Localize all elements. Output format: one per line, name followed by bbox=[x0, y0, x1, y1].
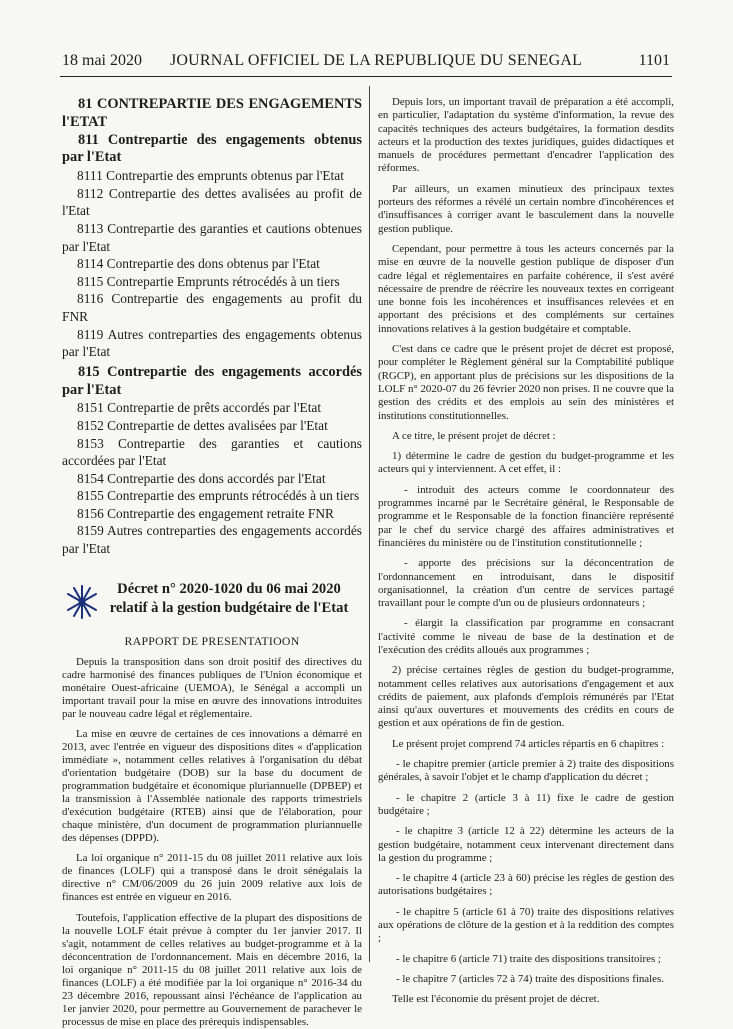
paragraph: Telle est l'économie du présent projet de décret. bbox=[392, 993, 600, 1006]
list-item: - introduit des acteurs comme le coordonnateur des programmes incarné par le Secrétaire général, le Responsable de programme et le Responsable de la fonction financière représenté par le chef du service chargé des affaires administratives et financières du ministère ou de l'institution constitutionnelle ; bbox=[378, 483, 674, 549]
decree-title bbox=[102, 580, 356, 618]
list-item: 8115 Contrepartie Emprunts rétrocédés à un tiers bbox=[77, 273, 340, 289]
paragraph: 1) détermine le cadre de gestion du budget-programme et les acteurs qui y interviennent. A cet effet, il : bbox=[378, 450, 674, 476]
decree-heading bbox=[62, 580, 362, 622]
heading-811: 811 Contrepartie des engagements obtenus par l'Etat bbox=[62, 131, 362, 166]
list-item: - le chapitre 3 (article 12 à 22) détermine les acteurs de la gestion budgétaire, notamment ceux intervenant directement dans la gestion du programme ; bbox=[378, 825, 674, 864]
list-item: 8116 Contrepartie des engagements au profit du FNR bbox=[62, 291, 362, 324]
paragraph: Par ailleurs, un examen minutieux des principaux textes porteurs des réformes a révélé un certain nombre d'incohérences et d'insuffisances à corriger avant le basculement dans la nouvelle gestion publique. bbox=[378, 182, 674, 235]
list-item: - élargit la classification par programme en consacrant l'activité comme le niveau de base de la destination et de l'exécution des crédits alloués aux programmes ; bbox=[378, 617, 674, 656]
list-item: - le chapitre 2 (article 3 à 11) fixe le cadre de gestion budgétaire ; bbox=[378, 791, 674, 817]
list-item: - le chapitre 4 (article 23 à 60) précise les règles de gestion des autorisations budgétaires ; bbox=[378, 872, 674, 898]
header-title: JOURNAL OFFICIEL DE LA REPUBLIQUE DU SENEGAL bbox=[170, 52, 583, 69]
left-column bbox=[62, 96, 362, 1029]
paragraph: Depuis lors, un important travail de préparation a été accompli, en particulier, l'adaptation du système d'information, la revue des capacités techniques des acteurs budgétaires, la formation desdits acteurs et la production des textes juridiques, guides didactiques et manuels de procédures permettant d'encadrer l'application des réformes. bbox=[378, 96, 674, 175]
list-item: 8153 Contrepartie des garanties et cautions accordées par l'Etat bbox=[62, 435, 362, 469]
paragraph: Toutefois, l'application effective de la plupart des dispositions de la nouvelle LOLF était prévue à compter du 1er janvier 2017. Il s'agit, notamment de celles relatives au budget-programme et à la déconcentration de l'ordonnancement. Mais en décembre 2016, la loi organique n° 2011-15 du 08 juillet 2011 relative aux lois de finances (LOLF) a été modifiée par la loi organique n° 2016-34 du 23 décembre 2016, repoussant ainsi l'échéance de l'application au 1er janvier 2020, pour permettre au Gouvernement de parachever le processus de mise en place des prérequis indispensables. bbox=[62, 911, 362, 1028]
paragraph: La mise en œuvre de certaines de ces innovations a démarré en 2013, avec l'entrée en vigueur des dispositions dites « d'application immédiate », notamment celles relatives à l'organisation du débat d'orientation budgétaire (DOB) sur la base du document de programmation budgétaire et économique pluriannuelle (DPBEP) et la transmission à l'Assemblée nationale des rapports trimestriels d'exécution budgétaire (RTEB) ainsi que de l'élaboration, pour chaque ministère, d'un document de programmation pluriannuelle des dépenses (DPPD). bbox=[62, 727, 362, 845]
list-item: 8154 Contrepartie des dons accordés par l'Etat bbox=[77, 470, 326, 486]
list-item: - le chapitre 6 (article 71) traite des dispositions transitoires ; bbox=[396, 952, 661, 965]
decree-title-line2: relatif à la gestion budgétaire de l'Etat bbox=[109, 599, 349, 616]
list-item: 8113 Contrepartie des garanties et cautions obtenues par l'Etat bbox=[62, 220, 362, 254]
paragraph: A ce titre, le présent projet de décret : bbox=[392, 429, 556, 442]
list-item: - apporte des précisions sur la déconcentration de l'ordonnancement en introduisant, dans le dispositif organisationnel, la création d'un centre de services partagé travaillant pour le compte d'un ou de plusieurs ordonnateurs ; bbox=[378, 557, 674, 610]
list-item: 8151 Contrepartie de prêts accordés par l'Etat bbox=[77, 400, 322, 416]
header-rule bbox=[60, 76, 672, 77]
list-item: 8155 Contrepartie des emprunts rétrocédés à un tiers bbox=[77, 488, 360, 504]
header-page-number: 1101 bbox=[638, 52, 670, 69]
paragraph: 2) précise certaines règles de gestion du budget-programme, notamment celles relatives aux autorisations d'engagement et aux crédits de paiement, aux plafonds d'emplois rémunérés par l'Etat ainsi qu'aux ouvertures et mouvements des crédits en cours de gestion et aux opérations de fin de gestion. bbox=[378, 664, 674, 730]
list-item: 8112 Contrepartie des dettes avalisées au profit de l'Etat bbox=[62, 185, 362, 219]
list-item: 8159 Autres contreparties des engagements accordés par l'Etat bbox=[62, 523, 362, 557]
header-date: 18 mai 2020 bbox=[62, 52, 142, 69]
heading-815: 815 Contrepartie des engagements accordés par l'Etat bbox=[62, 363, 362, 398]
paragraph: La loi organique n° 2011-15 du 08 juillet 2011 relative aux lois de finances (LOLF) qui a transposé dans le droit sénégalais la directive n° CM/06/2009 du 26 juin 2009 relative aux lois de finances est entrée en vigueur en 2016. bbox=[62, 852, 362, 904]
list-item: - le chapitre 5 (article 61 à 70) traite des dispositions relatives aux opérations de clôture de la gestion et à la reddition des comptes ; bbox=[378, 905, 674, 945]
right-column bbox=[378, 96, 674, 1014]
list-item: 8111 Contrepartie des emprunts obtenus par l'Etat bbox=[77, 168, 344, 184]
heading-81: 81 CONTREPARTIE DES ENGAGEMENTS l'ETAT bbox=[62, 96, 362, 130]
list-item: 8114 Contrepartie des dons obtenus par l'Etat bbox=[77, 256, 320, 272]
list-item: 8152 Contrepartie de dettes avalisées par l'Etat bbox=[77, 417, 328, 433]
paragraph: Cependant, pour permettre à tous les acteurs concernés par la mise en œuvre de la nouvelle gestion publique de disposer d'un cadre légal et réglementaires en parfaite cohérence, il s'est avéré nécessaire de prendre de réécrire les nouveaux textes en corrigeant une bonne fois les incohérences et insuffisances relevées et en apportant des précisions et des compléments sur certaines innovations relatives à la gestion budgétaire et comptable. bbox=[378, 242, 674, 335]
decree-title-line1: Décret n° 2020-1020 du 06 mai 2020 bbox=[117, 580, 341, 597]
list-item: - le chapitre 7 (articles 72 à 74) traite des dispositions finales. bbox=[396, 972, 664, 985]
list-item: - le chapitre premier (article premier à 2) traite des dispositions générales, à savoir l'objet et le champ d'application du décret ; bbox=[378, 758, 674, 784]
list-item: 8156 Contrepartie des engagement retraite FNR bbox=[77, 505, 334, 521]
rapport-title: RAPPORT DE PRESENTATIOON bbox=[124, 633, 300, 648]
page-header bbox=[62, 52, 670, 76]
column-divider bbox=[369, 86, 370, 962]
paragraph: Depuis la transposition dans son droit positif des directives du cadre harmonisé des finances publiques de l'Union économique et monétaire Ouest-africaine (UEMOA), le Sénégal a accompli un important travail pour la mise en œuvre des innovations introduites par le nouveau cadre légal et réglementaire. bbox=[62, 655, 362, 720]
paragraph: C'est dans ce cadre que le présent projet de décret est proposé, pour compléter le Règlement général sur la Comptabilité publique (RGCP), en apportant plus de précisions sur les dispositions de la LOLF n° 2020-07 du 26 février 2020 non prises. Il ne couvre que la gestion des crédits et des emplois au sein des ministères et institutions constitutionnelles. bbox=[378, 343, 674, 422]
paragraph: Le présent projet comprend 74 articles répartis en 6 chapitres : bbox=[392, 737, 665, 750]
list-item: 8119 Autres contreparties des engagements obtenus par l'Etat bbox=[62, 326, 362, 360]
star-mark-icon bbox=[62, 582, 102, 622]
